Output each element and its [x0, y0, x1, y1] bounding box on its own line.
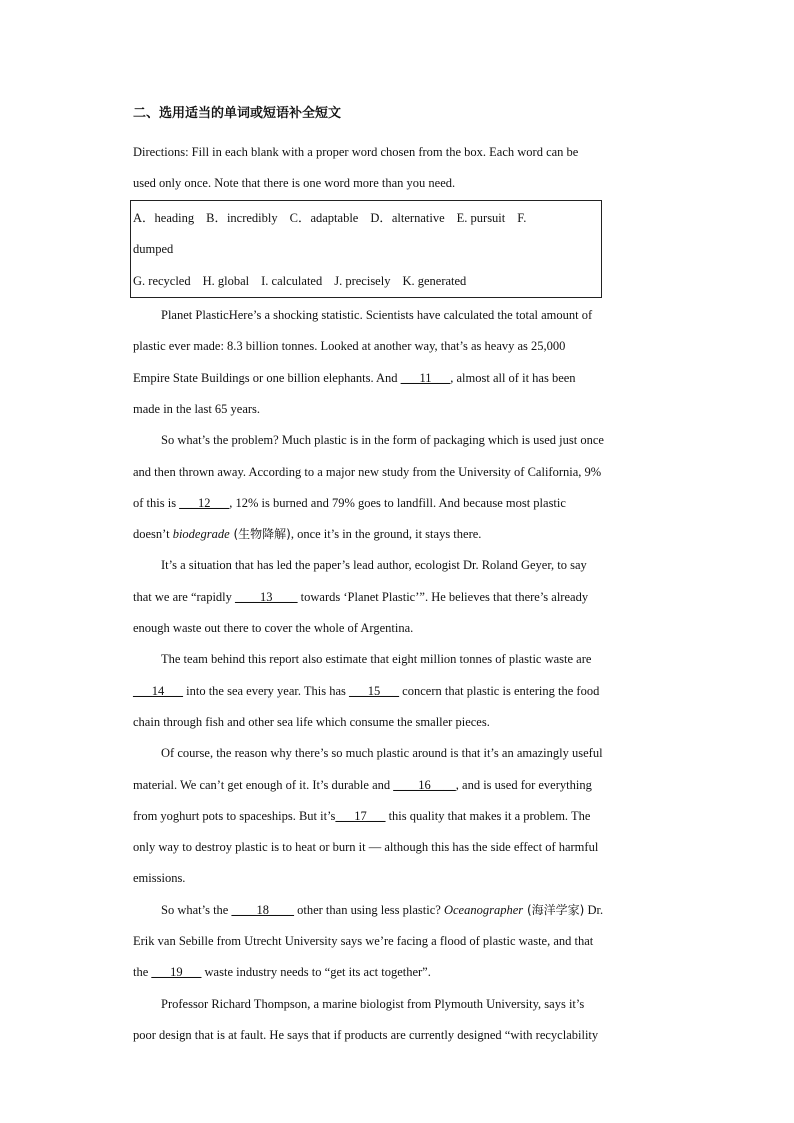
option-e: E. pursuit	[456, 210, 506, 225]
option-c: C．adaptable	[289, 210, 359, 225]
blank-13[interactable]: ____13____	[235, 589, 298, 604]
p6-line-2: Erik van Sebille from Utrecht University says we’re facing a flood of plastic waste, and that	[133, 934, 594, 949]
p2-line-1: So what’s the problem? Much plastic is in the form of packaging which is used just once	[161, 433, 604, 448]
p3-line-2	[133, 582, 663, 613]
paragraph-2	[133, 425, 663, 550]
paragraph-7	[133, 989, 663, 1052]
p2-line-4	[133, 519, 663, 550]
p3-line-2-b: towards ‘Planet Plastic’”. He believes that there’s already	[297, 589, 589, 604]
word-box-row-2	[133, 234, 601, 266]
blank-16[interactable]: ____16____	[393, 777, 456, 792]
p3-line-2-a: that we are “rapidly	[133, 589, 236, 604]
option-f-letter: F.	[517, 210, 527, 225]
p6-line-1-a: So what’s the	[161, 902, 232, 917]
p3-line-3: enough waste out there to cover the whole of Argentina.	[133, 621, 414, 636]
p5-line-3-b: this quality that makes it a problem. The	[385, 808, 591, 823]
directions-line-1: Directions: Fill in each blank with a proper word chosen from the box. Each word can be	[133, 145, 579, 159]
p1-line-1: Planet PlasticHere’s a shocking statistic. Scientists have calculated the total amount of	[161, 308, 593, 323]
biodegrade-gloss: (生物降解)	[229, 527, 291, 542]
paragraph-3	[133, 550, 663, 644]
worksheet	[133, 104, 663, 1051]
p6-line-3-a: the	[133, 965, 152, 980]
blank-14[interactable]: ___14___	[133, 683, 183, 698]
paragraph-5	[133, 738, 663, 894]
p4-line-2-a: into the sea every year. This has	[183, 683, 350, 698]
option-j: J. precisely	[334, 273, 391, 288]
p6-line-3	[133, 957, 663, 988]
directions	[133, 137, 663, 200]
p5-line-5: emissions.	[133, 871, 186, 886]
option-a: A．heading	[133, 210, 195, 225]
p1-line-3	[133, 363, 663, 394]
option-g: G. recycled	[133, 273, 191, 288]
option-h: H. global	[202, 273, 250, 288]
blank-18[interactable]: ____18____	[231, 902, 294, 917]
option-d: D．alternative	[370, 210, 445, 225]
p4-line-3: chain through fish and other sea life which consume the smaller pieces.	[133, 714, 490, 729]
p5-line-2	[133, 770, 663, 801]
paragraph-1	[133, 300, 663, 425]
p2-line-3	[133, 488, 663, 519]
word-box	[130, 200, 602, 299]
paragraph-6	[133, 895, 663, 989]
word-box-row-1	[133, 203, 601, 235]
option-i: I. calculated	[261, 273, 323, 288]
blank-15[interactable]: ___15___	[349, 683, 400, 698]
blank-12[interactable]: ___12___	[179, 495, 230, 510]
blank-11[interactable]: ___11___	[400, 370, 451, 385]
p4-line-2-b: concern that plastic is entering the food	[399, 683, 600, 698]
p4-line-2	[133, 676, 663, 707]
oceanographer-term: Oceanographer	[443, 902, 524, 917]
p2-line-4-a: doesn’t	[133, 527, 173, 542]
paragraph-4	[133, 644, 663, 738]
p7-line-1: Professor Richard Thompson, a marine biologist from Plymouth University, says it’s	[161, 996, 585, 1011]
p5-line-4: only way to destroy plastic is to heat or burn it — although this has the side effect of harmful	[133, 840, 599, 855]
p5-line-2-b: , and is used for everything	[455, 777, 592, 792]
p6-line-1	[133, 895, 663, 926]
p1-line-3-a: Empire State Buildings or one billion elephants. And	[133, 370, 401, 385]
directions-line-2: used only once. Note that there is one word more than you need.	[133, 176, 456, 191]
oceanographer-gloss: (海洋学家)	[523, 902, 585, 917]
p2-line-4-b: , once it’s in the ground, it stays there.	[290, 527, 482, 542]
p1-line-3-b: , almost all of it has been	[450, 370, 576, 385]
word-box-row-3	[133, 266, 601, 298]
option-k: K. generated	[402, 273, 467, 288]
p6-line-1-c: Dr.	[584, 902, 604, 917]
p6-line-3-b: waste industry needs to “get its act together”.	[201, 965, 431, 980]
p2-line-3-b: , 12% is burned and 79% goes to landfill. And because most plastic	[229, 495, 566, 510]
p1-line-2: plastic ever made: 8.3 billion tonnes. Looked at another way, that’s as heavy as 25,000	[133, 339, 566, 354]
p4-line-1: The team behind this report also estimate that eight million tonnes of plastic waste are	[161, 652, 592, 667]
biodegrade-term: biodegrade	[172, 527, 230, 542]
option-f-word: dumped	[133, 242, 174, 257]
p5-line-2-a: material. We can’t get enough of it. It’s durable and	[133, 777, 394, 792]
p2-line-2: and then thrown away. According to a major new study from the University of California, 9%	[133, 464, 602, 479]
p7-line-2: poor design that is at fault. He says that if products are currently designed “with recyclability	[133, 1027, 599, 1042]
section-heading: 二、选用适当的单词或短语补全短文	[133, 106, 342, 121]
p5-line-1: Of course, the reason why there’s so much plastic around is that it’s an amazingly useful	[161, 746, 603, 761]
blank-19[interactable]: ___19___	[151, 965, 202, 980]
blank-17[interactable]: ___17___	[335, 808, 386, 823]
p1-line-4: made in the last 65 years.	[133, 401, 261, 416]
p5-line-3-a: from yoghurt pots to spaceships. But it’s	[133, 808, 336, 823]
option-b: B．incredibly	[206, 210, 278, 225]
p3-line-1: It’s a situation that has led the paper’s lead author, ecologist Dr. Roland Geyer, to say	[161, 558, 587, 573]
p2-line-3-a: of this is	[133, 495, 180, 510]
p6-line-1-b: other than using less plastic?	[293, 902, 444, 917]
p5-line-3	[133, 801, 663, 832]
